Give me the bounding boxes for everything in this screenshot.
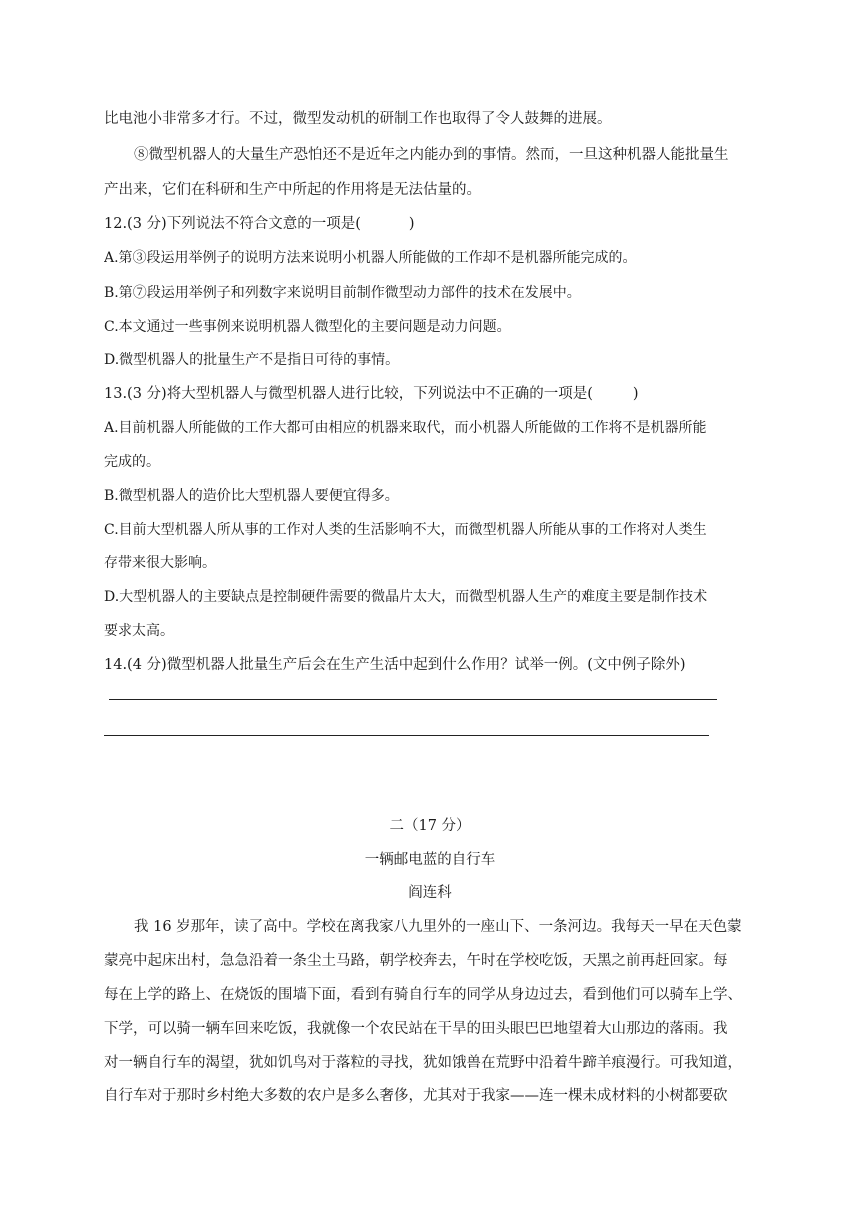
paragraph-8-line-2: 产出来，它们在科研和生产中所起的作用将是无法估量的。 [104,182,481,198]
question-13-option-b: B.微型机器人的造价比大型机器人要便宜得多。 [104,488,399,504]
answer-line-1[interactable] [109,699,717,700]
article-author: 阎连科 [408,885,452,901]
article-body-line-4: 下学，可以骑一辆车回来吃饭，我就像一个农民站在干旱的田头眼巴巴地望着大山那边的落雨。我 [104,1021,728,1037]
question-13-option-a-line-1: A.目前机器人所能做的工作大都可由相应的机器来取代，而小机器人所能做的工作将不是机器所能 [104,420,707,436]
answer-line-2[interactable] [104,735,709,736]
question-13-stem-text: 13.(3 分)将大型机器人与微型机器人进行比较，下列说法中不正确的一项是( [104,386,593,402]
question-14-stem: 14.(4 分)微型机器人批量生产后会在生产生活中起到什么作用？试举一例。(文中例子除外) [104,657,686,673]
question-12-option-a: A.第③段运用举例子的说明方法来说明小机器人所能做的工作却不是机器所能完成的。 [104,250,637,266]
paragraph-7-tail: 比电池小非常多才行。不过，微型发动机的研制工作也取得了令人鼓舞的进展。 [104,111,612,127]
article-body-line-3: 每在上学的路上、在烧饭的围墙下面，看到有骑自行车的同学从身边过去，看到他们可以骑车上学、 [104,987,742,1003]
question-12-option-c: C.本文通过一些事例来说明机器人微型化的主要问题是动力问题。 [104,319,511,335]
question-12-paren-close: ) [408,216,415,232]
question-13-option-c-line-2: 存带来很大影响。 [104,555,216,571]
question-13-stem [104,384,764,404]
article-title: 一辆邮电蓝的自行车 [364,852,496,868]
question-12-option-d: D.微型机器人的批量生产不是指日可待的事情。 [104,352,400,368]
question-12-option-b: B.第⑦段运用举例子和列数字来说明目前制作微型动力部件的技术在发展中。 [104,285,581,301]
article-body-line-6: 自行车对于那时乡村绝大多数的农户是多么奢侈，尤其对于我家——连一棵未成材料的小树都要砍 [104,1088,728,1104]
question-13-option-c-line-1: C.目前大型机器人所从事的工作对人类的生活影响不大，而微型机器人所能从事的工作将对人类生 [104,522,707,538]
question-12-stem [104,214,764,234]
paragraph-8-line-1: ⑧微型机器人的大量生产恐怕还不是近年之内能办到的事情。然而，一旦这种机器人能批量生 [134,147,729,163]
question-13-option-a-line-2: 完成的。 [104,454,160,470]
article-body-line-2: 蒙亮中起床出村，急急沿着一条尘土马路，朝学校奔去，午时在学校吃饭，天黑之前再赶回家。每 [104,953,728,969]
article-body-line-5: 对一辆自行车的渴望，犹如饥鸟对于落粒的寻找，犹如饿兽在荒野中沿着牛蹄羊痕漫行。可我知道， [104,1055,742,1071]
question-13-option-d-line-2: 要求太高。 [104,623,174,639]
question-13-paren-close: ) [632,386,639,402]
section-two-heading: 二（17 分） [389,818,471,834]
question-13-option-d-line-1: D.大型机器人的主要缺点是控制硬件需要的微晶片太大，而微型机器人生产的难度主要是制作技术 [104,589,708,605]
article-body-line-1: 我 16 岁那年，读了高中。学校在离我家八九里外的一座山下、一条河边。我每天一早在天色蒙 [134,919,742,935]
question-12-stem-text: 12.(3 分)下列说法不符合文意的一项是( [104,216,361,232]
